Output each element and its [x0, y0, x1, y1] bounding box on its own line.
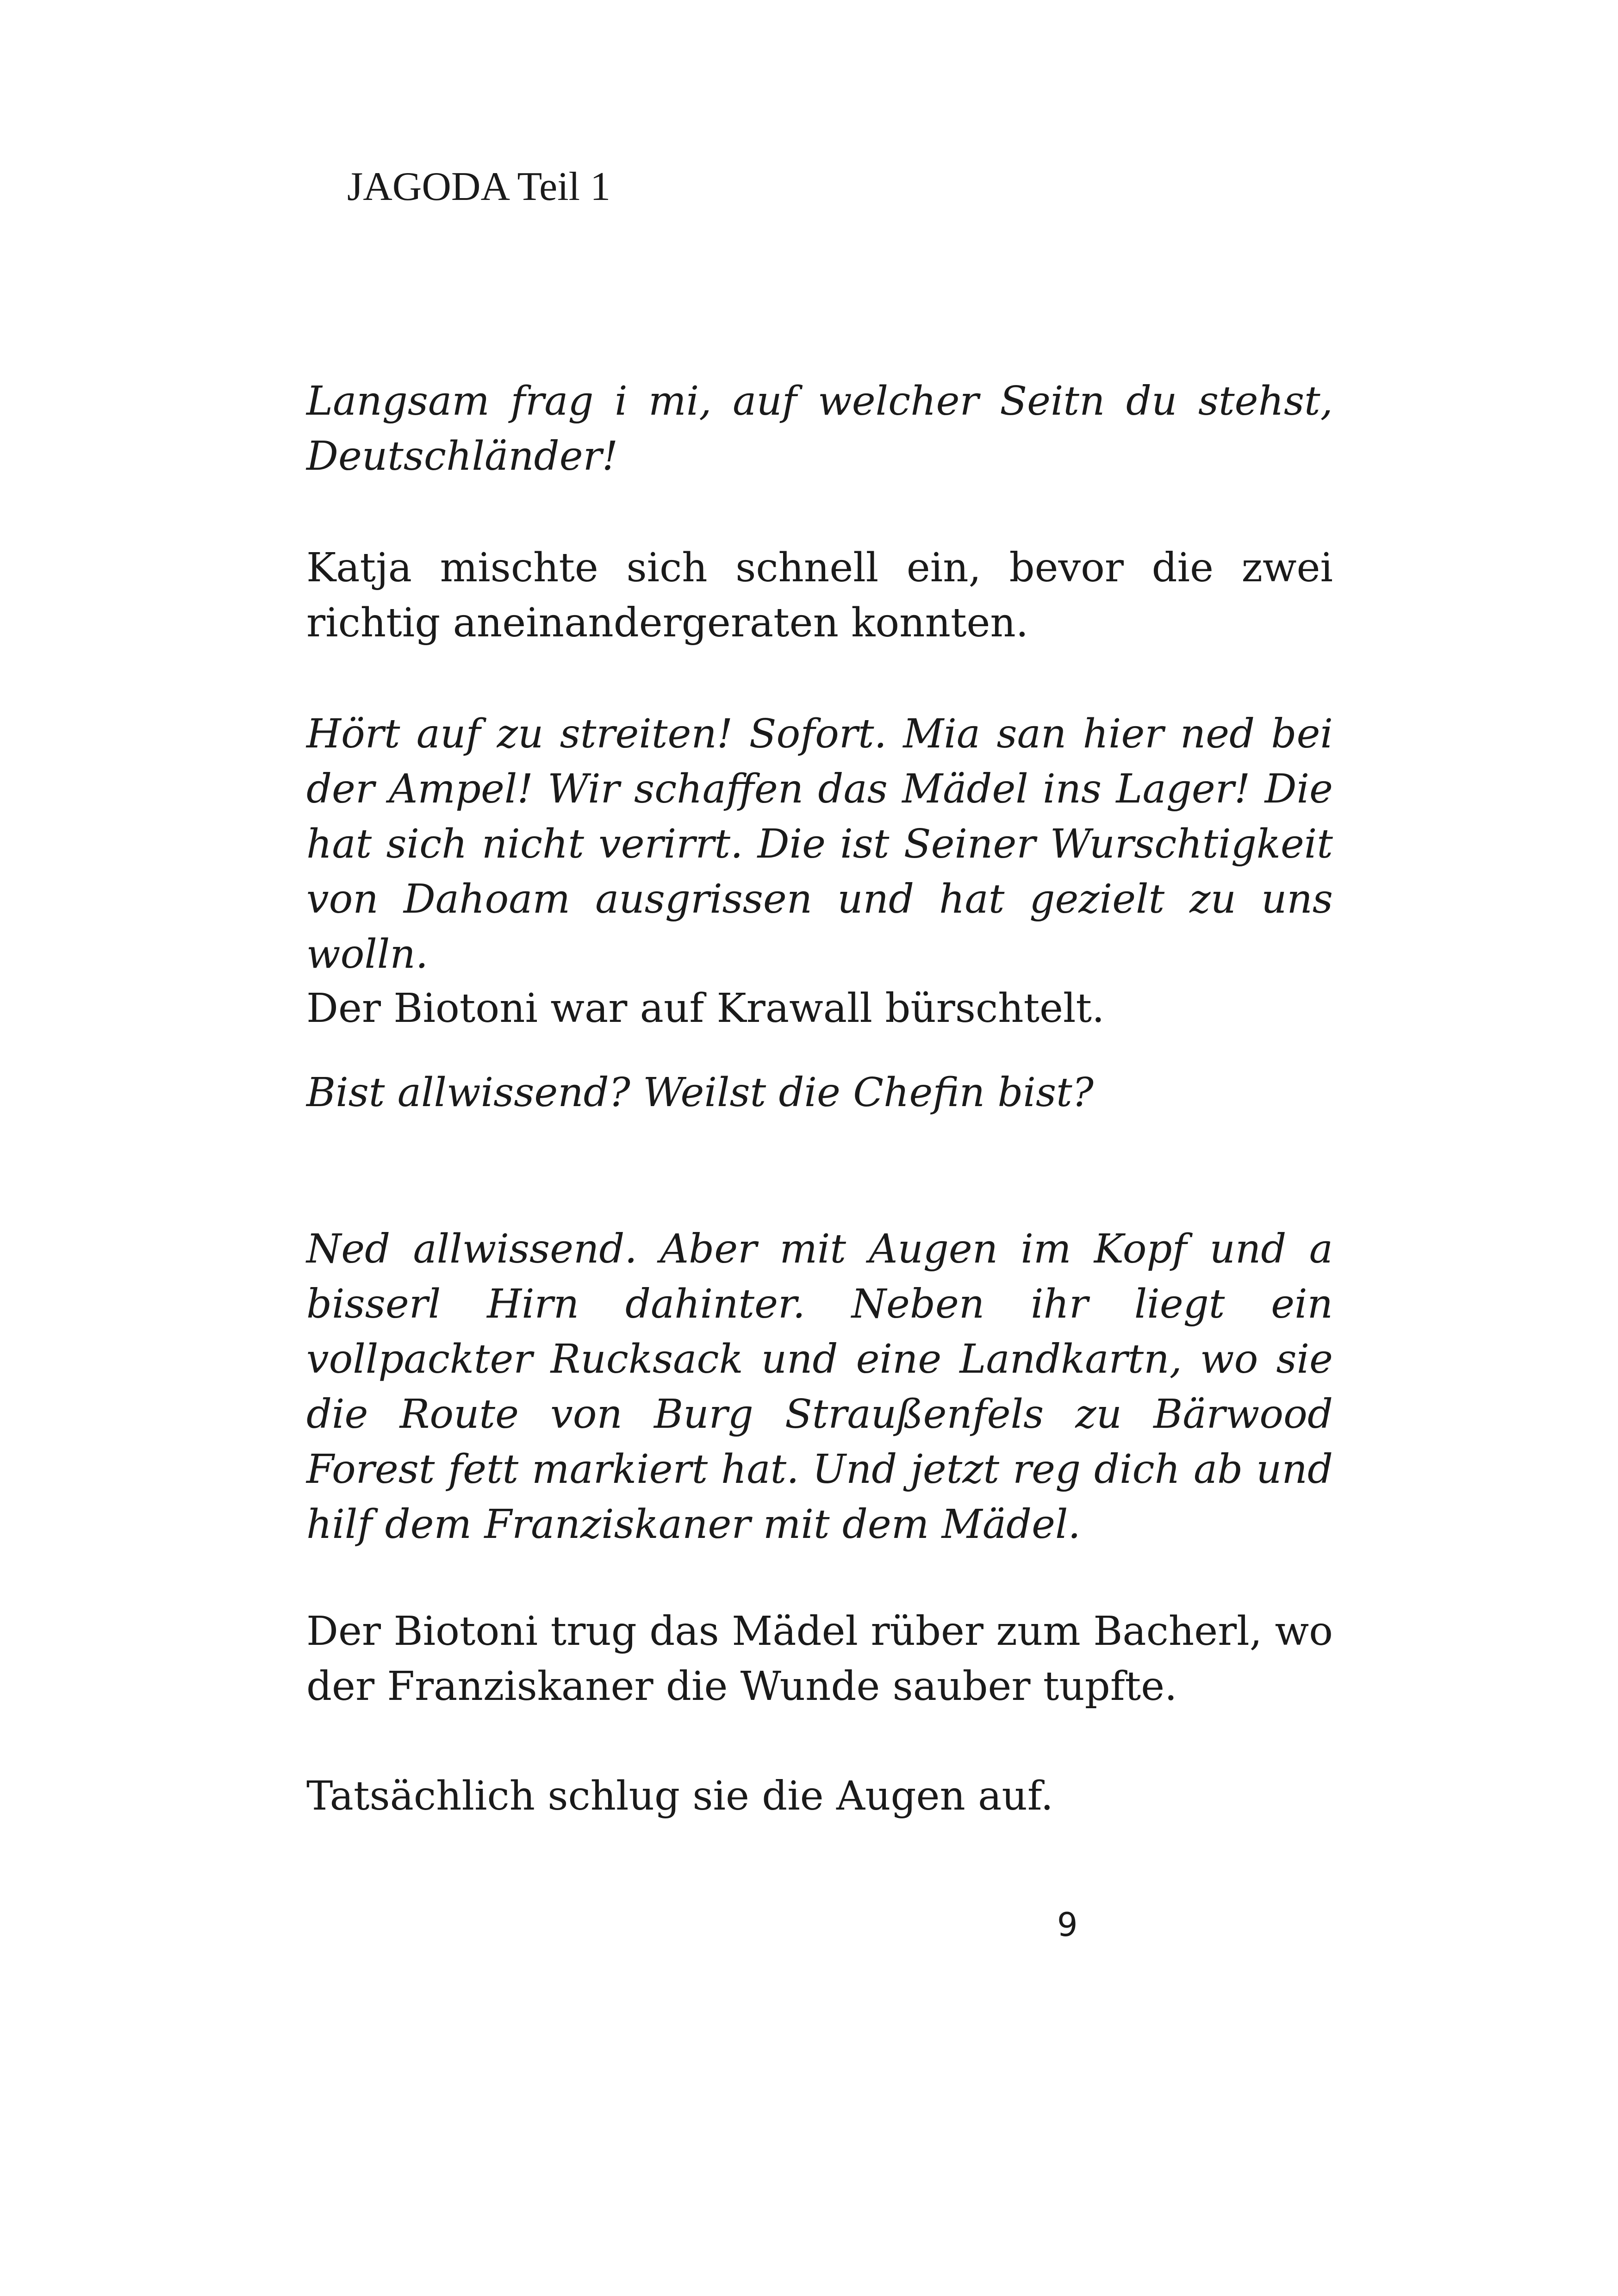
dialogue-paragraph-3: Bist allwissend? Weilst die Chefin bist? — [306, 1070, 1094, 1116]
running-header: JAGODA Teil 1 — [347, 164, 611, 209]
narration-paragraph-4: Tatsächlich schlug sie die Augen auf. — [306, 1773, 1053, 1819]
narration-paragraph-3: Der Biotoni trug das Mädel rüber zum Bacherl, wo der Franziskaner die Wunde sauber tupfte. — [306, 1608, 1333, 1710]
narration-paragraph-1: Katja mischte sich schnell ein, bevor die zwei richtig aneinandergeraten konnten. — [306, 545, 1333, 646]
narration-paragraph-2: Der Biotoni war auf Krawall bürschtelt. — [306, 985, 1105, 1032]
page-number: 9 — [1057, 1906, 1078, 1944]
dialogue-paragraph-2: Hört auf zu streiten! Sofort. Mia san hier ned bei der Ampel! Wir schaffen das Mädel ins Lager! Die hat sich nicht verirrt. Die ist Seiner Wurschtigkeit von Dahoam ausgrissen und hat gezielt zu uns wolln. — [306, 711, 1333, 977]
dialogue-paragraph-1: Langsam frag i mi, auf welcher Seitn du stehst, Deutschländer! — [306, 378, 1333, 479]
dialogue-paragraph-4: Ned allwissend. Aber mit Augen im Kopf und a bisserl Hirn dahinter. Neben ihr liegt ein vollpackter Rucksack und eine Landkartn, wo sie die Route von Burg Straußenfels zu Bärwood Forest fett markiert hat. Und jetzt reg dich ab und hilf dem Franziskaner mit dem Mädel. — [306, 1226, 1333, 1548]
